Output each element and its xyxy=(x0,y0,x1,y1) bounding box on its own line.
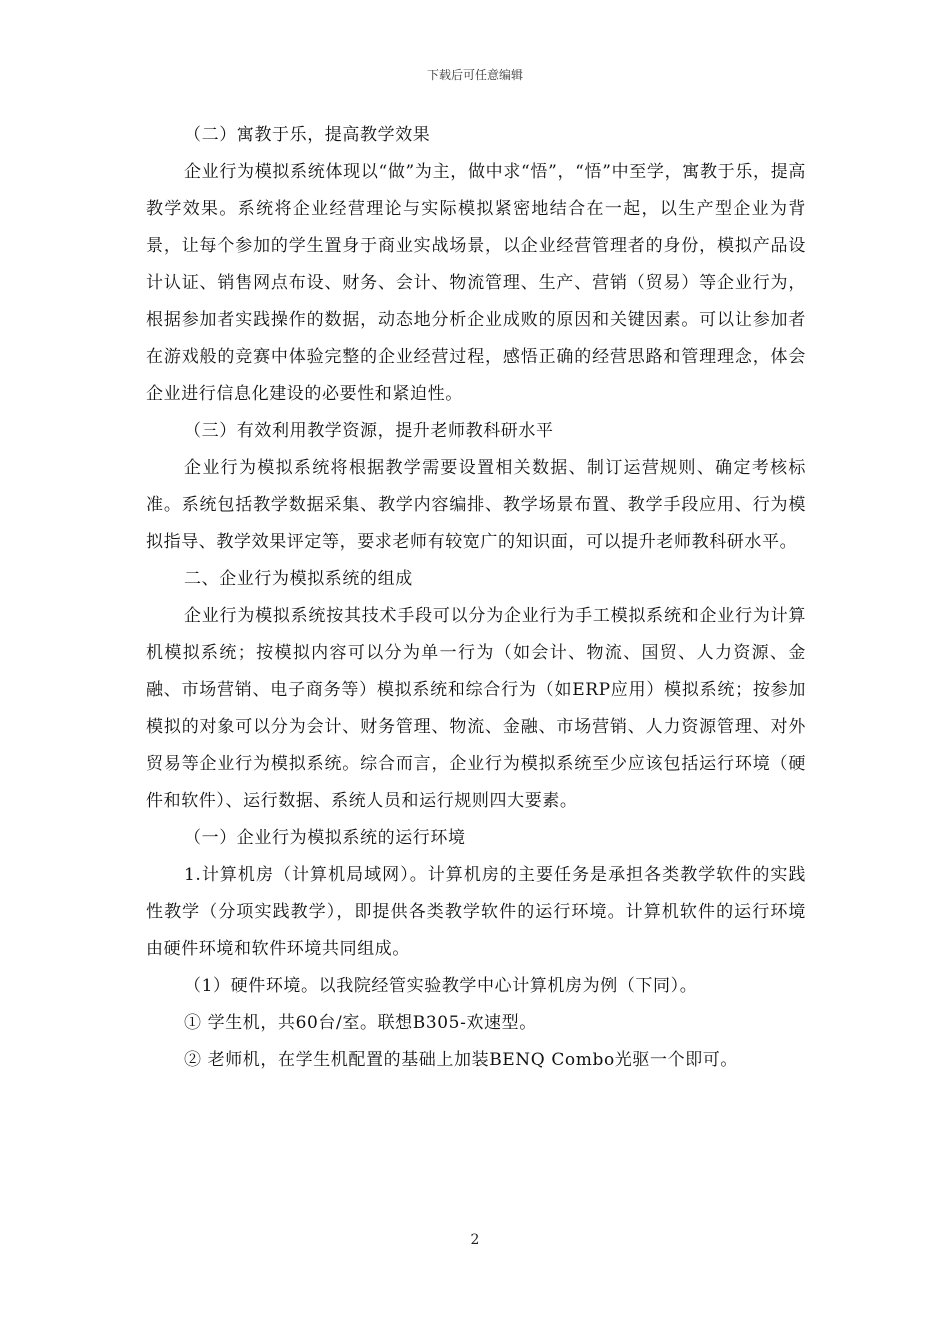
body-paragraph: 企业行为模拟系统将根据教学需要设置相关数据、制订运营规则、确定考核标准。系统包括教学数据采集、教学内容编排、教学场景布置、教学手段应用、行为模拟指导、教学效果评定等，要求老师有较宽广的知识面，可以提升老师教科研水平。 xyxy=(146,458,806,552)
body-paragraph: （1）硬件环境。以我院经管实验教学中心计算机房为例（下同）。 xyxy=(184,976,698,996)
page-number: 2 xyxy=(470,1232,480,1248)
list-item: ① 学生机，共60台/室。联想B305-欢速型。 xyxy=(184,1013,537,1033)
body-paragraph: 企业行为模拟系统体现以“做”为主，做中求“悟”，“悟”中至学，寓教于乐，提高教学效果。系统将企业经营理论与实际模拟紧密地结合在一起，以生产型企业为背景，让每个参加的学生置身于商业实战场景，以企业经营管理者的身份，模拟产品设计认证、销售网点布设、财务、会计、物流管理、生产、营销（贸易）等企业行为，根据参加者实践操作的数据，动态地分析企业成败的原因和关键因素。可以让参加者在游戏般的竞赛中体验完整的企业经营过程，感悟正确的经营思路和管理理念，体会企业进行信息化建设的必要性和紧迫性。 xyxy=(146,162,806,404)
chapter-heading: 二、企业行为模拟系统的组成 xyxy=(184,569,413,589)
list-item: ② 老师机，在学生机配置的基础上加装BENQ Combo光驱一个即可。 xyxy=(184,1050,739,1070)
page-header: 下载后可任意编辑 xyxy=(426,68,523,82)
body-paragraph: 1.计算机房（计算机局域网）。计算机房的主要任务是承担各类教学软件的实践性教学（分项实践教学），即提供各类教学软件的运行环境。计算机软件的运行环境由硬件环境和软件环境共同组成。 xyxy=(146,865,806,959)
body-paragraph: 企业行为模拟系统按其技术手段可以分为企业行为手工模拟系统和企业行为计算机模拟系统；按模拟内容可以分为单一行为（如会计、物流、国贸、人力资源、金融、市场营销、电子商务等）模拟系统和综合行为（如ERP应用）模拟系统；按参加模拟的对象可以分为会计、财务管理、物流、金融、市场营销、人力资源管理、对外贸易等企业行为模拟系统。综合而言，企业行为模拟系统至少应该包括运行环境（硬件和软件）、运行数据、系统人员和运行规则四大要素。 xyxy=(146,606,806,811)
section-heading-2: （二）寓教于乐，提高教学效果 xyxy=(184,125,431,145)
section-heading-1: （一）企业行为模拟系统的运行环境 xyxy=(184,828,466,848)
document-body xyxy=(146,117,806,1079)
section-heading-3: （三）有效利用教学资源，提升老师教科研水平 xyxy=(184,421,554,441)
